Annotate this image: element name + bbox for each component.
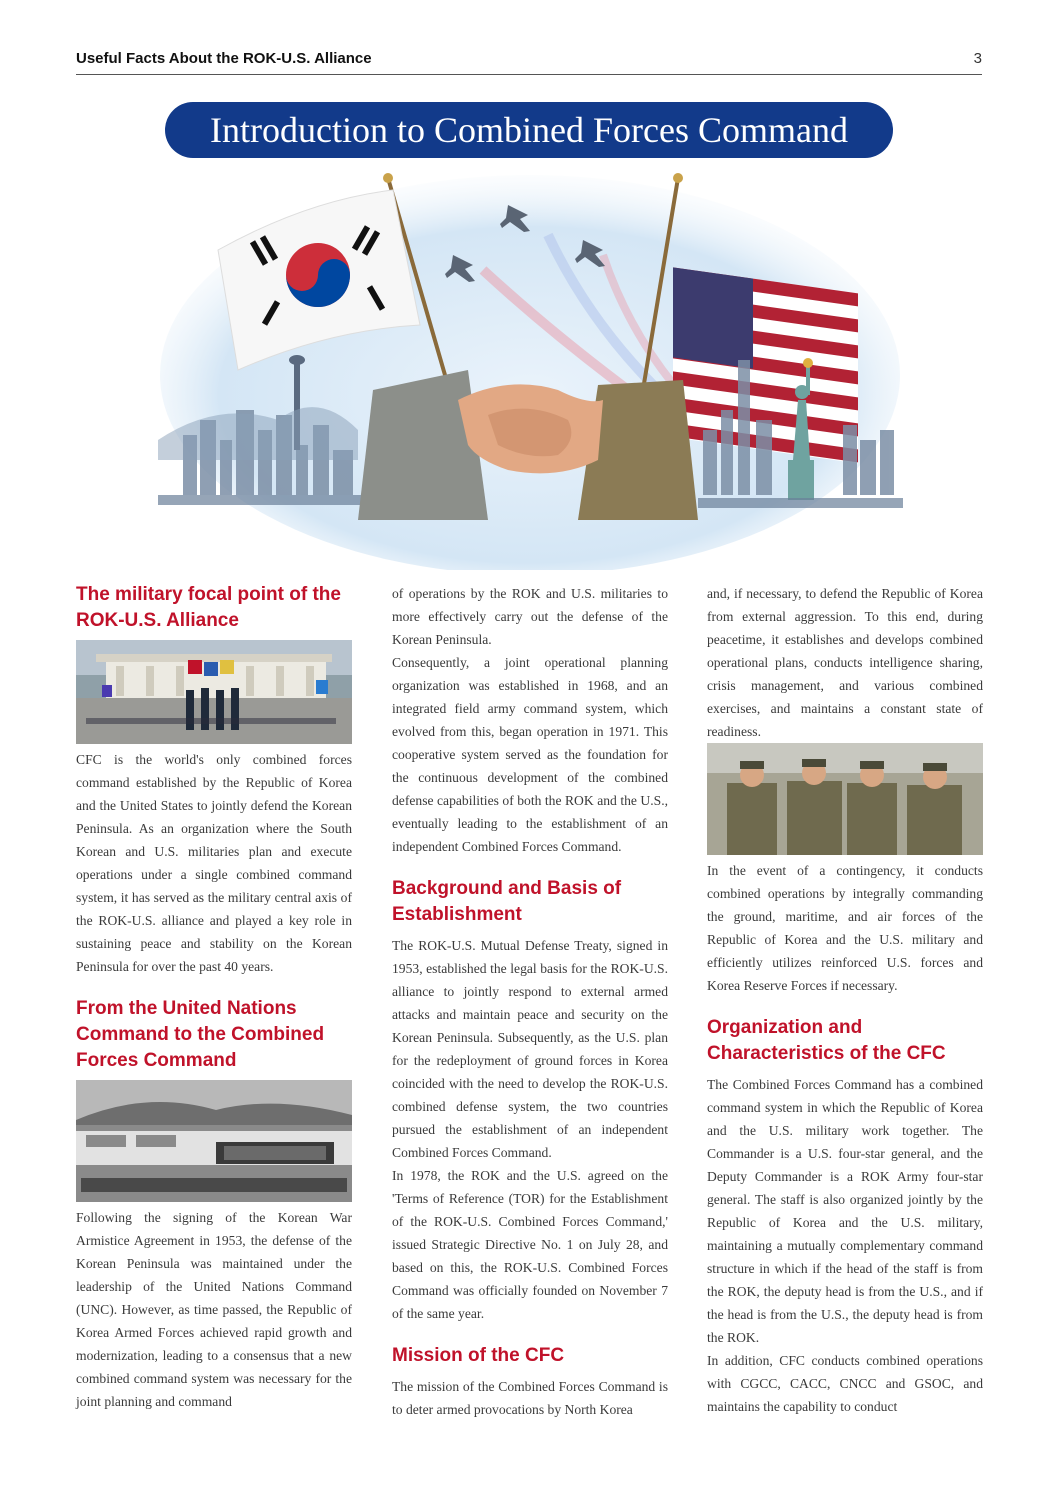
page-number: 3	[973, 50, 982, 67]
column-2	[392, 582, 668, 1421]
section-heading-background: Background and Basis of Establishment	[392, 878, 622, 925]
hero-illustration	[158, 160, 903, 570]
column-3	[707, 582, 983, 1418]
running-title: Useful Facts About the ROK-U.S. Alliance	[76, 50, 372, 67]
page-title: Introduction to Combined Forces Command	[210, 110, 848, 150]
body-text: and, if necessary, to defend the Republic of Korea from external aggression. To this end, during peacetime, it establishes and develops combined operational plans, conducts intelligence sharing, crisis management, and various combined exercises, and maintains a constant state of readiness.	[707, 586, 983, 739]
body-text: In addition, CFC conducts combined operations with CGCC, CACC, CNCC and GSOC, and maintains the capability to conduct	[707, 1353, 983, 1414]
body-text: CFC is the world's only combined forces command established by the Republic of Korea and the United States to jointly defend the Korean Peninsula. As an organization where the South Korean and U.S. militaries plan and execute operations under a single combined command system, it has served as the military central axis of the ROK-U.S. alliance and played a key role in sustaining peace and stability on the Korean Peninsula for over the past 40 years.	[76, 752, 352, 974]
page-header	[76, 50, 982, 75]
body-text: Consequently, a joint operational planning organization was established in 1968, and an integrated field army command system, which evolved from this, began operation in 1971. This cooperative system served as the foundation for the continuous development of the combined defense capabilities of both the ROK and the U.S., eventually leading to the establishment of an independent Combined Forces Command.	[392, 655, 668, 854]
ceremony-photo	[76, 640, 352, 744]
column-1	[76, 582, 352, 1413]
section-heading-focal: The military focal point of the ROK-U.S. Alliance	[76, 584, 341, 631]
title-banner	[165, 102, 893, 158]
body-text: In 1978, the ROK and the U.S. agreed on the 'Terms of Reference (TOR) for the Establishment of the ROK-U.S. Combined Forces Command,' issued Strategic Directive No. 1 on July 28, and based on this, the ROK-U.S. Combined Forces Command was officially founded on November 7 of the same year.	[392, 1168, 668, 1321]
body-text: Following the signing of the Korean War Armistice Agreement in 1953, the defense of the Korean Peninsula was maintained under the leadership of the United Nations Command (UNC). However, as time passed, the Republic of Korea Armed Forces achieved rapid growth and modernization, leading to a consensus that a new combined command system was necessary for the joint planning and command	[76, 1210, 352, 1409]
body-text: In the event of a contingency, it conducts combined operations by integrally commanding the ground, maritime, and air forces of the Republic of Korea and the U.S. military and efficiently utilizes reinforced U.S. forces and Korea Reserve Forces if necessary.	[707, 863, 983, 993]
section-heading-mission: Mission of the CFC	[392, 1345, 565, 1366]
historic-photo	[76, 1080, 352, 1202]
section-heading-organization: Organization and Characteristics of the CFC	[707, 1017, 946, 1064]
body-text: of operations by the ROK and U.S. militaries to more effectively carry out the defense of the Korean Peninsula.	[392, 586, 668, 647]
body-text: The mission of the Combined Forces Command is to deter armed provocations by North Korea	[392, 1379, 668, 1417]
body-text: The Combined Forces Command has a combined command system in which the Republic of Korea and the U.S. military work together. The Commander is a U.S. four-star general, and the Deputy Commander is a ROK Army four-star general. The staff is also organized jointly by the Republic of Korea and the U.S. military, maintaining a mutually complementary command structure in which if the head of the staff is from the ROK, the deputy head is from the U.S., and if the head is from the U.S., the deputy head is from the ROK.	[707, 1077, 983, 1345]
body-text: The ROK-U.S. Mutual Defense Treaty, signed in 1953, established the legal basis for the ROK-U.S. alliance to jointly respond to external armed attacks and maintain peace and security on the Korean Peninsula. Subsequently, as the U.S. plan for the redeployment of ground forces in Korea coincided with the need to develop the ROK-U.S. combined defense system, the two countries pursued the establishment of an independent Combined Forces Command.	[392, 938, 668, 1160]
section-heading-unc: From the United Nations Command to the Combined Forces Command	[76, 998, 325, 1071]
commanders-photo	[707, 743, 983, 855]
